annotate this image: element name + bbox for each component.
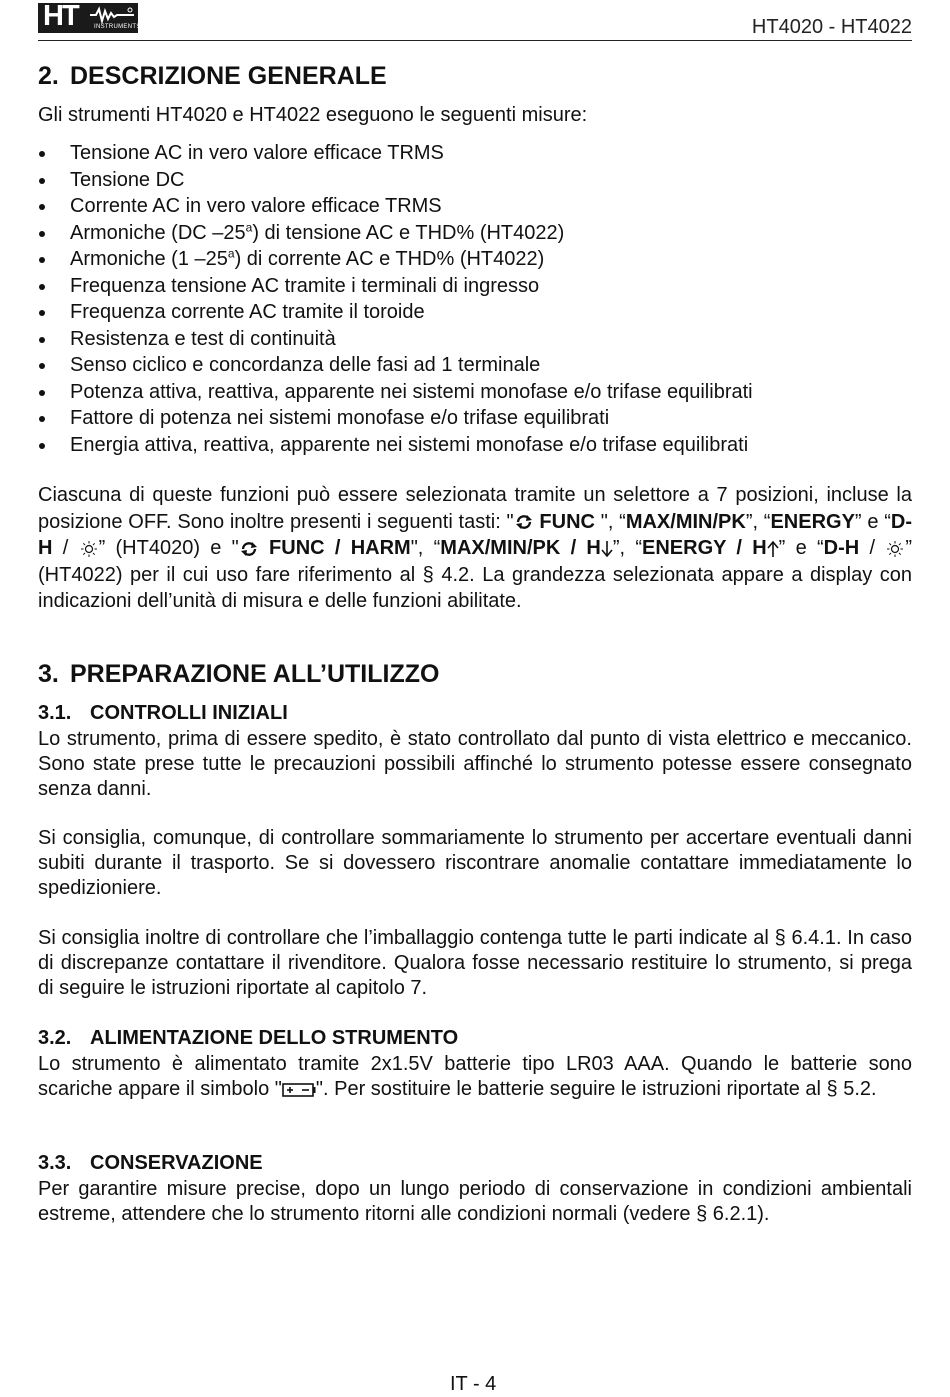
initial-checks-paragraph-2: Si consiglia, comunque, di controllare sommariamente lo strumento per accertare eventuali danni subiti durante il trasporto. Se si dovessero riscontrare anomalie contattare immediatamente lo spedizioniere. [38, 827, 912, 899]
document-title: HT4020 - HT4022 [751, 16, 912, 38]
list-item: Armoniche (1 –25$^a$) di corrente AC e THD% (HT4022) [38, 246, 912, 273]
section-2-heading [38, 62, 387, 91]
logo-text: HT [43, 0, 78, 32]
arrow-up-icon [767, 540, 779, 558]
section-number: 2. [38, 62, 59, 90]
bullet-icon [39, 363, 45, 369]
waveform-icon [90, 6, 134, 24]
subsection-number: 3.3. [38, 1152, 72, 1174]
bullet-icon [39, 257, 45, 263]
list-item: Fattore di potenza nei sistemi monofase e/o trifase equilibrati [38, 405, 912, 432]
bullet-icon [39, 178, 45, 184]
arrow-down-icon [601, 540, 613, 558]
bullet-icon [39, 310, 45, 316]
bullet-icon [39, 416, 45, 422]
subsection-3-2-heading [38, 1027, 458, 1050]
initial-checks-paragraph-3: Si consiglia inoltre di controllare che l’imballaggio contenga tutte le parti indicate al § 6.4.1. In caso di discrepanze contattare il rivenditore. Qualora fosse necessario restituire lo strumento, si prega di seguire le istruzioni riportate al capitolo 7. [38, 927, 912, 999]
list-item: Frequenza corrente AC tramite il toroide [38, 299, 912, 326]
backlight-icon [885, 540, 905, 558]
bullet-icon [39, 151, 45, 157]
subsection-number: 3.2. [38, 1027, 72, 1049]
power-supply-paragraph: Lo strumento è alimentato tramite 2x1.5V batterie tipo LR03 AAA. Quando le batterie sono scariche appare il simbolo " ". Per sostituire le batterie seguire le istruzioni riportate al § 5.2. [38, 1053, 912, 1100]
bullet-icon [39, 284, 45, 290]
bullet-icon [39, 231, 45, 237]
list-item: Corrente AC in vero valore efficace TRMS [38, 193, 912, 220]
backlight-icon [79, 540, 99, 558]
subsection-number: 3.1. [38, 702, 72, 724]
subsection-title: ALIMENTAZIONE DELLO STRUMENTO [90, 1027, 459, 1049]
section-2-intro: Gli strumenti HT4020 e HT4022 eseguono le seguenti misure: [38, 104, 588, 126]
list-item: Resistenza e test di continuità [38, 326, 912, 353]
subsection-title: CONSERVAZIONE [90, 1152, 263, 1174]
manual-page [38, 0, 912, 1397]
measurement-list [38, 140, 912, 458]
rotate-arrows-icon [514, 513, 534, 531]
storage-paragraph: Per garantire misure precise, dopo un lungo periodo di conservazione in condizioni ambientali estreme, attendere che lo strumento ritorni alle condizioni normali (vedere § 6.2.1). [38, 1178, 912, 1225]
page-number: IT - 4 [450, 1373, 497, 1395]
brand-logo [38, 0, 141, 33]
bullet-icon [39, 443, 45, 449]
bullet-icon [39, 390, 45, 396]
list-item: Tensione AC in vero valore efficace TRMS [38, 140, 912, 167]
list-item: Tensione DC [38, 167, 912, 194]
bullet-icon [39, 337, 45, 343]
subsection-3-1-heading [38, 702, 288, 725]
list-item: Potenza attiva, reattiva, apparente nei sistemi monofase e/o trifase equilibrati [38, 379, 912, 406]
page-header [38, 0, 912, 41]
section-3-heading [38, 660, 439, 689]
subsection-title: CONTROLLI INIZIALI [90, 702, 288, 724]
section-title: PREPARAZIONE ALL’UTILIZZO [70, 660, 440, 688]
subsection-3-3-heading [38, 1152, 263, 1175]
list-item: Senso ciclico e concordanza delle fasi ad 1 terminale [38, 352, 912, 379]
section-number: 3. [38, 660, 59, 688]
list-item: Armoniche (DC –25$^a$) di tensione AC e THD% (HT4022) [38, 220, 912, 247]
list-item: Frequenza tensione AC tramite i terminali di ingresso [38, 273, 912, 300]
initial-checks-paragraph-1: Lo strumento, prima di essere spedito, è stato controllato dal punto di vista elettrico e meccanico. Sono state prese tutte le precauzioni possibili affinché lo strumento potesse essere consegnato senza danni. [38, 728, 912, 800]
list-item: Energia attiva, reattiva, apparente nei sistemi monofase e/o trifase equilibrati [38, 432, 912, 459]
function-keys-paragraph: Ciascuna di queste funzioni può essere selezionata tramite un selettore a 7 posizioni, incluse la posizione OFF. Sono inoltre presenti i seguenti tasti: " FUNC ", “MAX/MIN/PK”, “ENERGY” e “D-H / ” (HT4020) e " FUNC / HARM", “MAX/MIN/PK / H ”, “ENERGY / H ” e “D-H / ” (HT4022) per il cui uso fare riferimento al § 4.2. La grandezza selezionata appare a display con indicazioni dell’unità di misura e delle funzioni abilitate. [38, 484, 913, 612]
logo-subtitle: INSTRUMENTS [94, 24, 141, 30]
rotate-arrows-icon [239, 540, 259, 558]
section-title: DESCRIZIONE GENERALE [70, 62, 387, 90]
low-battery-icon [282, 1083, 316, 1097]
bullet-icon [39, 204, 45, 210]
